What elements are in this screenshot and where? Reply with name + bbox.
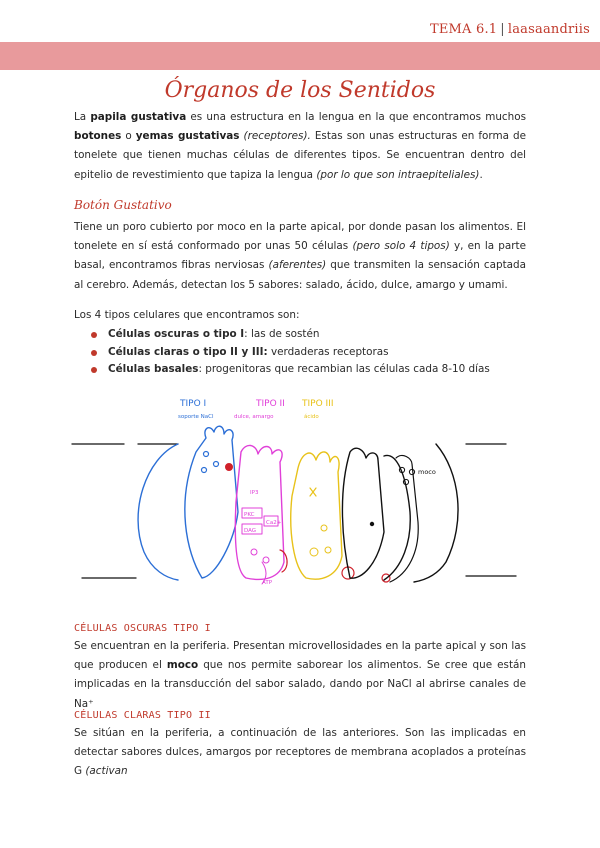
intro-paragraph: La papila gustativa es una estructura en la lengua en la que encontramos muchos botones o yemas gustativas (receptores). Estas son unas estructuras en forma de tonelete que tienen muchas células de diferentes tipos. Se encuentran dentro del epitelio de revestimiento que tapiza la lengua (por lo que son intraepiteliales). [74, 111, 526, 181]
sub-tipo1: soporte NaCl [178, 414, 214, 420]
tipo3-vesicle [310, 548, 318, 556]
tipo2-cell [235, 445, 284, 579]
label-tipo2: TIPO II [256, 399, 285, 409]
sub-tipo3: ácido [304, 414, 319, 420]
header-meta [430, 22, 590, 37]
oscuras-paragraph: Se encuentran en la periferia. Presentan microvellosidades en la parte apical y son las que producen el moco que nos permite saborear los alimentos. Se cree que están implicadas en la transducción del sabor salado, dando por NaCl al abrirse canales de Na⁺ [74, 640, 526, 710]
claras-paragraph: Se sitúan en la periferia, a continuación de las anteriores. Son las implicadas en detectar sabores dulces, amargos por receptores de membrana acoplados a proteínas G (activan [74, 727, 526, 778]
tipo1-vesicle [202, 468, 207, 473]
bullet-icon [91, 367, 97, 373]
dark-cell [384, 455, 410, 580]
tipo2-vesicle [251, 549, 257, 555]
cel-label: DAG [244, 528, 257, 534]
sub-tipo2: dulce, amargo [234, 414, 274, 420]
page-title: Órganos de los Sentidos [164, 78, 436, 103]
bullet-icon [91, 350, 97, 356]
tipo1-outline [138, 444, 178, 580]
tipo3-vesicle [325, 547, 331, 553]
tipo3-cell [291, 452, 342, 579]
tipo3-vesicle [321, 525, 327, 531]
list-item: Células basales: progenitoras que recambian las células cada 8-10 días [74, 361, 490, 379]
label-tipo1: TIPO I [180, 399, 207, 409]
header-band [0, 42, 600, 70]
author-label: laasaandriis [507, 22, 590, 37]
dark-cell-nucleus [370, 522, 374, 526]
cell-type-list [74, 326, 490, 379]
tipos-intro: Los 4 tipos celulares que encontramos son: [74, 309, 300, 321]
dark-cell [342, 448, 384, 578]
bullet-icon [91, 332, 97, 338]
tipo2-vesicle [263, 557, 269, 563]
list-item: Células oscuras o tipo I: las de sostén [74, 326, 490, 344]
tipo1-vesicle [204, 452, 209, 457]
section-heading-oscuras: CÉLULAS OSCURAS TIPO I [74, 623, 211, 634]
tipo3-mark [310, 488, 316, 496]
tema-label: TEMA 6.1 [429, 22, 498, 37]
tipo1-red-dot [226, 464, 233, 471]
section-heading-boton: Botón Gustativo [74, 198, 172, 212]
boton-paragraph: Tiene un poro cubierto por moco en la parte apical, por donde pasan los alimentos. El tonelete en sí está conformado por unas 50 células (pero solo 4 tipos) y, en la parte basal, encontramos fibras nerviosas (aferentes) que transmiten la sensación captada al cerebro. Además, detectan los 5 sabores: salado, ácido, dulce, amargo y umami. [74, 221, 526, 291]
bud-outline-right [414, 444, 458, 582]
label-tipo3: TIPO III [302, 399, 334, 409]
tipo1-cell [185, 426, 238, 578]
moco-vesicle [409, 469, 414, 474]
dark-cell [390, 456, 418, 582]
moco-label: moco [418, 468, 436, 476]
cel-label: ATP [262, 580, 273, 586]
cel-label: PKC [244, 512, 255, 518]
cel-label: IP3 [250, 490, 259, 496]
taste-bud-diagram [66, 392, 536, 598]
list-item: Células claras o tipo II y III: verdaderas receptoras [74, 344, 490, 362]
tipo1-vesicle [214, 462, 219, 467]
section-heading-claras: CÉLULAS CLARAS TIPO II [74, 710, 211, 721]
basal-line [82, 576, 516, 578]
cel-label: Ca2+ [266, 520, 282, 526]
separator: | [500, 22, 505, 37]
